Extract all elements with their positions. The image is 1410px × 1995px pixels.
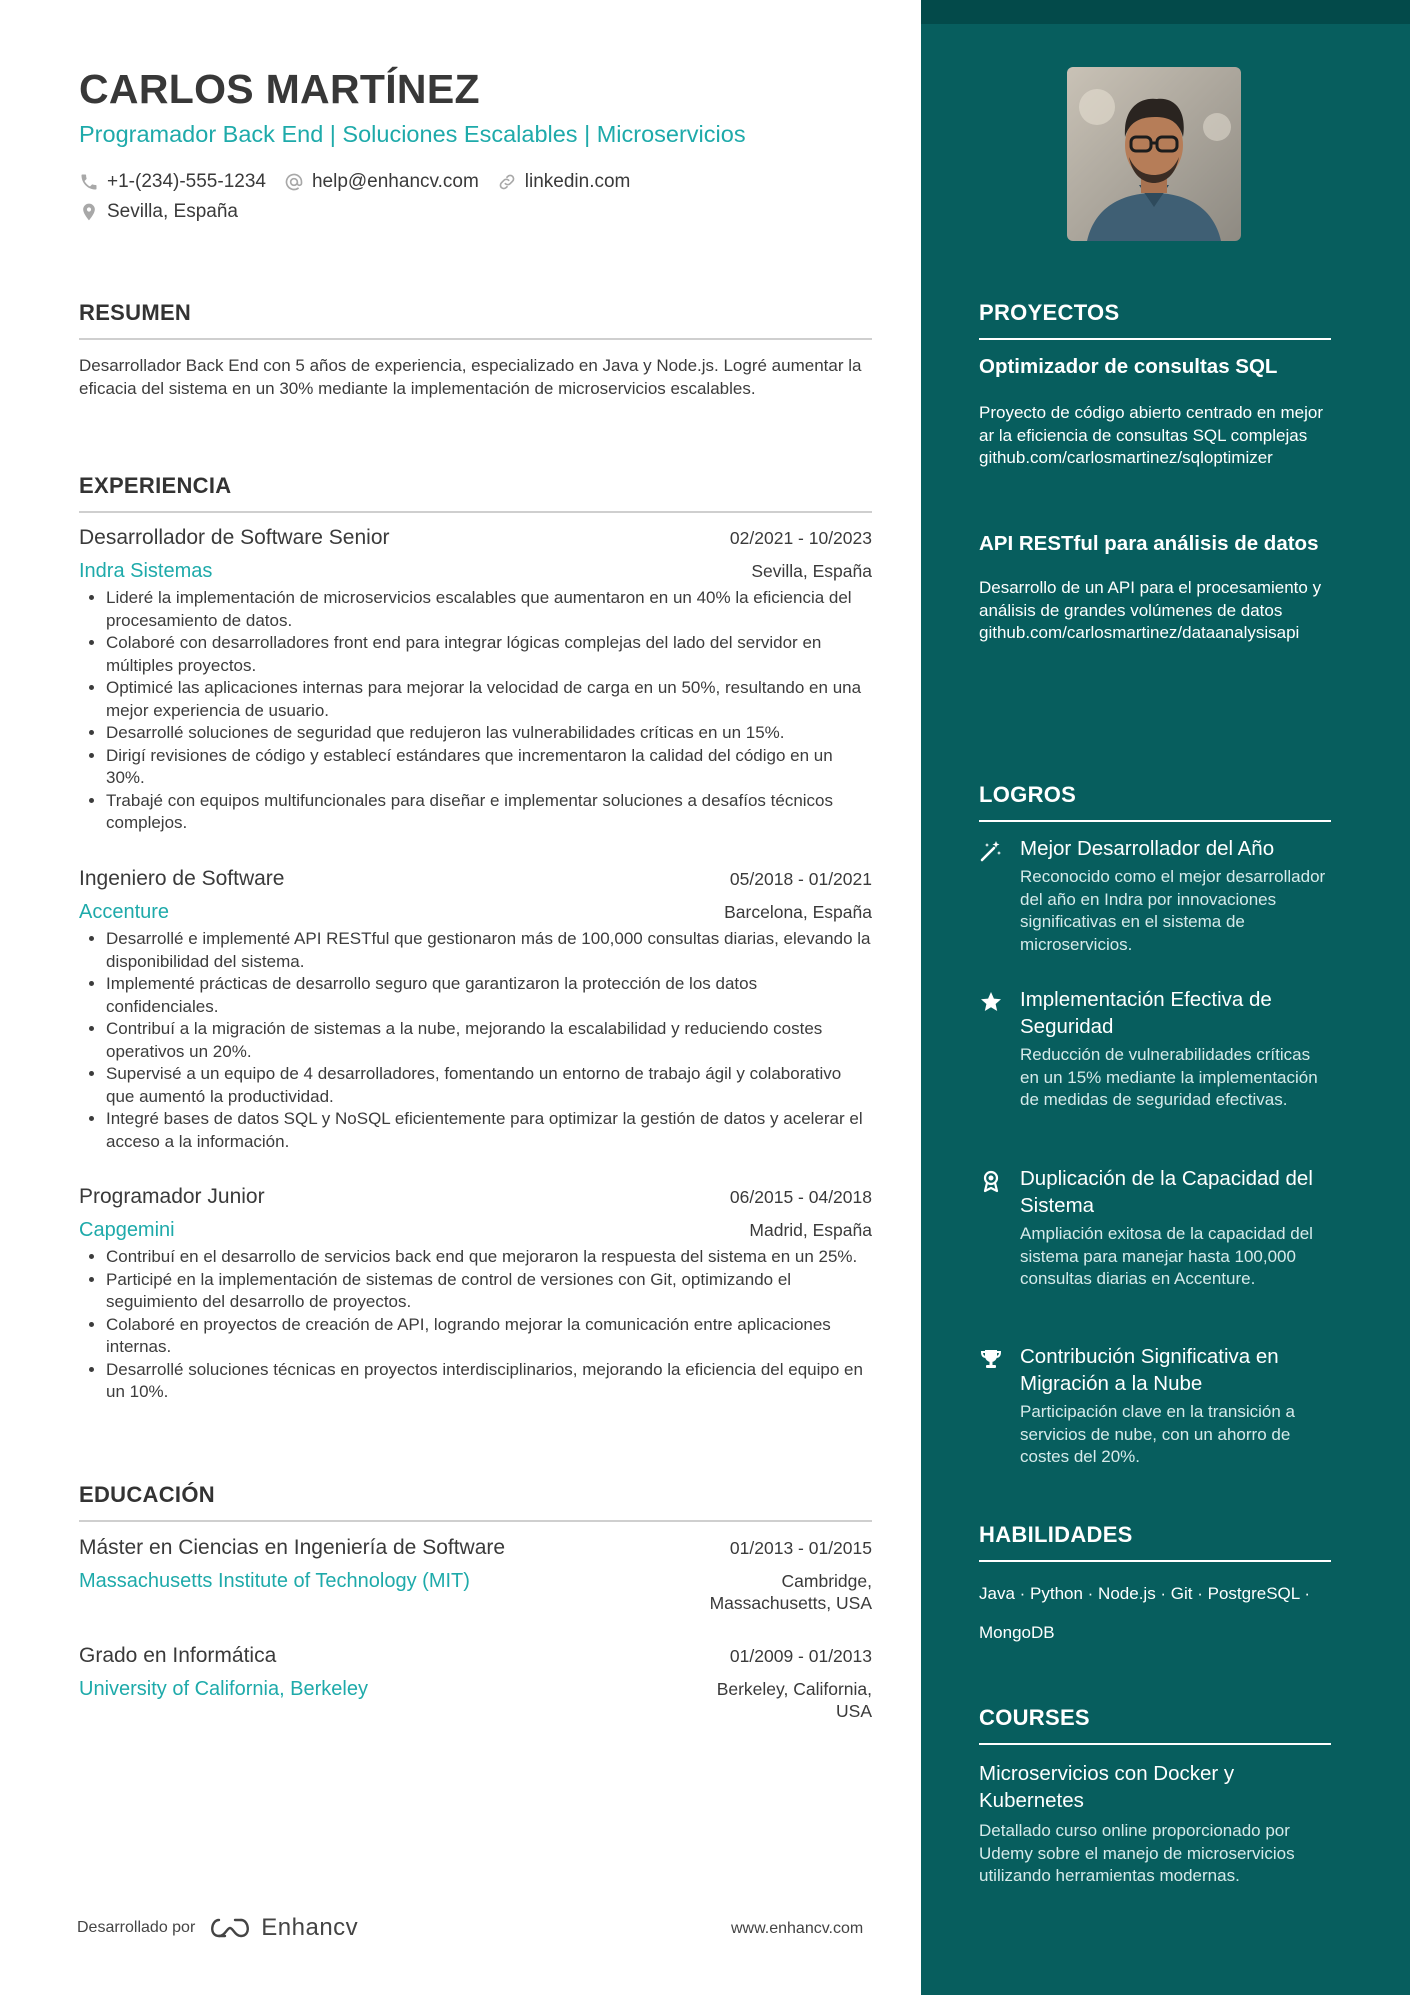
job-company: Accenture [79,901,170,923]
job-bullet: • Participé en la implementación de sistemas de control de versiones con Git, optimizando el seguimiento del desarrollo de proyectos. [106,1269,872,1314]
at-icon [284,172,304,192]
job-bullet: • Desarrollé e implementé API RESTful que gestionaron más de 100,000 consultas diarias, elevando la disponibilidad del sistema. [106,928,872,973]
achievement-title: Duplicación de la Capacidad del Sistema [1020,1167,1313,1217]
education-location-line: Cambridge, [781,1571,872,1591]
course-entry [979,1760,1331,1888]
job-dates: 06/2015 - 04/2018 [729,1187,872,1207]
skills-line: MongoDB [979,1623,1055,1642]
course-description: Detallado curso online proporcionado por Udemy sobre el manejo de microservicios utilizando herramientas modernas. [979,1821,1295,1885]
job-bullet: • Contribuí a la migración de sistemas a la nube, mejorando la escalabilidad y reduciendo costes operativos un 20%. [106,1018,872,1063]
education-entry [79,1644,872,1722]
experience-heading: EXPERIENCIA [79,473,872,513]
profile-photo [1067,67,1241,241]
job-bullet: • Desarrollé soluciones de seguridad que redujeron las vulnerabilidades críticas en un 15%. [106,722,872,745]
job-entry [79,526,872,835]
school: University of California, Berkeley [79,1678,368,1700]
job-role: Ingeniero de Software [79,867,285,890]
skills-heading: HABILIDADES [979,1522,1331,1562]
education-location-line: USA [836,1701,872,1721]
candidate-name: CARLOS MARTÍNEZ [79,66,480,112]
job-bullets [79,1246,872,1404]
link-icon [497,172,517,192]
achievements-heading: LOGROS [979,782,1331,822]
degree: Grado en Informática [79,1644,277,1667]
project-summary: Desarrollo de un API para el procesamiento y análisis de grandes volúmenes de datos [979,578,1322,620]
school: Massachusetts Institute of Technology (MIT) [79,1570,470,1592]
star-icon [979,990,1003,1014]
project-entry [979,353,1331,470]
award-icon [979,1169,1003,1193]
job-company: Capgemini [79,1219,175,1241]
job-bullet: • Implementé prácticas de desarrollo seguro que garantizaron la protección de los datos confidenciales. [106,973,872,1018]
education-location [717,1678,872,1722]
achievement-entry [979,1165,1331,1291]
sidebar-top-bar [921,0,1410,24]
project-name: API RESTful para análisis de datos [979,532,1319,555]
job-location: Madrid, España [749,1220,872,1240]
achievement-title: Mejor Desarrollador del Año [1020,837,1275,860]
project-name: Optimizador de consultas SQL [979,355,1278,378]
job-bullet: • Contribuí en el desarrollo de servicios back end que mejoraron la respuesta del sistema en un 25%. [106,1246,872,1269]
brand-name: Enhancv [261,1914,359,1941]
education-location [710,1570,872,1614]
job-bullet: • Integré bases de datos SQL y NoSQL eficientemente para optimizar la gestión de datos y acelerar el acceso a la información. [106,1108,872,1153]
location-text: Sevilla, España [107,201,238,222]
project-entry [979,530,1331,645]
email-text: help@enhancv.com [311,171,479,192]
contact-info [79,169,648,229]
achievement-entry [979,986,1331,1112]
education-heading: EDUCACIÓN [79,1482,872,1522]
headline: Programador Back End | Soluciones Escalables | Microservicios [79,121,746,147]
website-link[interactable]: www.enhancv.com [731,1920,864,1937]
built-by-text: Desarrollado por [77,1919,196,1936]
education-entry [79,1536,872,1614]
achievement-description: Reducción de vulnerabilidades críticas en un 15% mediante la implementación de medidas de seguridad efectivas. [1020,1045,1318,1109]
sidebar [921,0,1410,1995]
achievement-entry [979,835,1331,956]
job-company: Indra Sistemas [79,560,213,582]
skills-line: Java · Python · Node.js · Git · PostgreSQL · [979,1584,1310,1603]
job-bullet: • Optimicé las aplicaciones internas para mejorar la velocidad de carga en un 50%, resultando en una mejor experiencia de usuario. [106,677,872,722]
job-bullet: • Desarrollé soluciones técnicas en proyectos interdisciplinarios, mejorando la eficiencia del equipo en un 10%. [106,1359,872,1404]
map-pin-icon [79,202,99,222]
achievement-title: Contribución Significativa en Migración a la Nube [1020,1345,1279,1395]
degree: Máster en Ciencias en Ingeniería de Software [79,1536,506,1559]
project-description [979,577,1331,645]
location-contact [79,201,238,223]
job-role: Programador Junior [79,1185,265,1208]
education-dates: 01/2013 - 01/2015 [729,1538,872,1558]
avatar [1067,67,1241,241]
job-location: Barcelona, España [724,902,872,922]
achievement-entry [979,1343,1331,1469]
job-entry [79,867,872,1153]
project-summary: Proyecto de código abierto centrado en mejorar la eficiencia de consultas SQL complejas [979,403,1323,445]
education-location-line: Berkeley, California, [716,1679,872,1699]
projects-heading: PROYECTOS [979,300,1331,340]
job-dates: 05/2018 - 01/2021 [729,869,872,889]
project-link[interactable]: github.com/carlosmartinez/dataanalysisapi [979,623,1300,642]
achievement-description: Ampliación exitosa de la capacidad del sistema para manejar hasta 100,000 consultas diarias en Accenture. [1020,1224,1313,1288]
job-bullets [79,928,872,1153]
summary-text: Desarrollador Back End con 5 años de experiencia, especializado en Java y Node.js. Logré aumentar la eficacia del sistema en un 30% mediante la implementación de microservicios escalables. [79,356,862,398]
job-role: Desarrollador de Software Senior [79,526,390,549]
job-bullet: • Colaboré con desarrolladores front end para integrar lógicas complejas del lado del servidor en múltiples proyectos. [106,632,872,677]
job-dates: 02/2021 - 10/2023 [729,528,872,548]
job-location: Sevilla, España [751,561,872,581]
trophy-icon [979,1347,1003,1371]
enhancv-logo-icon [207,1916,253,1940]
job-bullet: • Lideré la implementación de microservicios escalables que aumentaron en un 40% la eficiencia del procesamiento de datos. [106,587,872,632]
education-location-line: Massachusetts, USA [709,1593,872,1613]
job-bullet: • Supervisé a un equipo de 4 desarrolladores, fomentando un entorno de trabajo ágil y colaborativo que aumentó la productividad. [106,1063,872,1108]
phone-text: +1-(234)-555-1234 [107,171,266,192]
achievement-title: Implementación Efectiva de Seguridad [1020,988,1272,1038]
summary-heading: RESUMEN [79,300,872,340]
job-bullets [79,587,872,835]
footer-credit [77,1914,358,1942]
linkedin-contact[interactable] [497,171,631,193]
education-dates: 01/2009 - 01/2013 [729,1646,872,1666]
email-contact[interactable] [284,171,479,193]
phone-icon [79,172,99,192]
job-bullet: • Colaboré en proyectos de creación de API, logrando mejorar la comunicación entre aplicaciones internas. [106,1314,872,1359]
achievement-description: Participación clave en la transición a servicios de nube, con un ahorro de costes del 20%. [1020,1402,1295,1466]
magic-wand-icon [979,839,1003,863]
course-name: Microservicios con Docker y Kubernetes [979,1762,1235,1812]
achievement-description: Reconocido como el mejor desarrollador del año en Indra por innovaciones significativas en el sistema de microservicios. [1020,867,1326,954]
project-link[interactable]: github.com/carlosmartinez/sqloptimizer [979,448,1273,467]
linkedin-text: linkedin.com [524,171,631,192]
job-entry [79,1185,872,1404]
skills-list [979,1574,1359,1652]
courses-heading: COURSES [979,1705,1331,1745]
job-bullet: • Trabajé con equipos multifuncionales para diseñar e implementar soluciones a desafíos técnicos complejos. [106,790,872,835]
job-bullet: • Dirigí revisiones de código y establecí estándares que incrementaron la calidad del código en un 30%. [106,745,872,790]
project-description [979,402,1331,470]
phone-contact[interactable] [79,171,266,193]
